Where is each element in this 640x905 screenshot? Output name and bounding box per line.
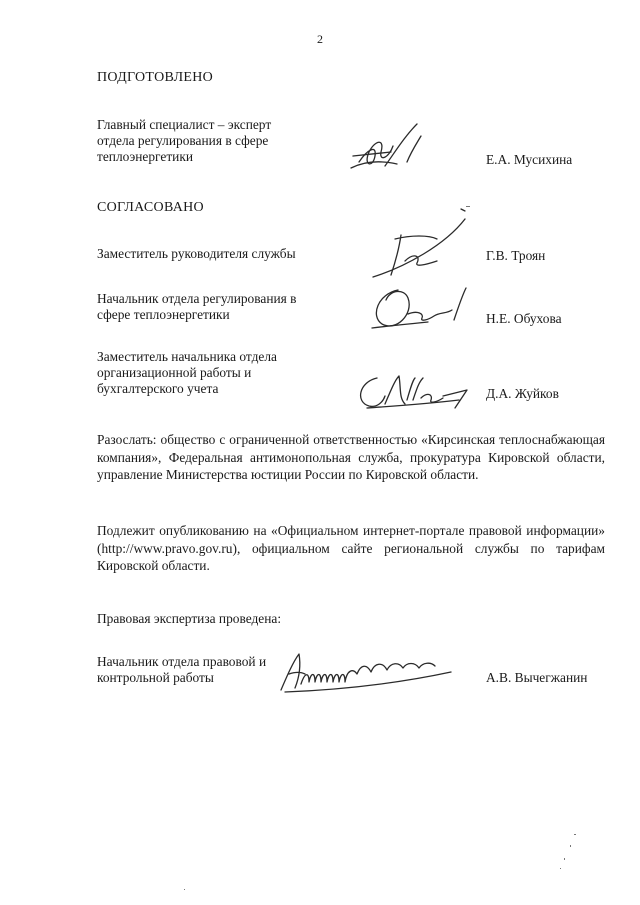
signatory-position: Заместитель руководителя службы — [97, 246, 296, 261]
agreed-heading: СОГЛАСОВАНО — [97, 200, 204, 215]
legal-review-name: А.В. Вычегжанин — [486, 670, 588, 685]
prepared-heading: ПОДГОТОВЛЕНО — [97, 70, 214, 85]
prepared-name: Е.А. Мусихина — [486, 152, 573, 167]
legal-review-position: Начальник отдела правовой и контрольной работы — [97, 654, 267, 685]
publication-note: Подлежит опубликованию на «Официальном интернет-портале правовой информации» (http://www.pravo.gov.ru), официальном сайте региональной службы по тарифам Кировской области. — [97, 523, 605, 573]
prepared-position: Главный специалист – эксперт отдела регулирования в сфере теплоэнергетики — [97, 117, 272, 164]
signatory-position: Начальник отдела регулирования в сфере теплоэнергетики — [97, 291, 297, 322]
signatory-name: Н.Е. Обухова — [486, 311, 562, 326]
signatory-name: Д.А. Жуйков — [486, 386, 559, 401]
legal-review-statement: Правовая экспертиза проведена: — [97, 611, 282, 626]
page-number: 2 — [317, 32, 323, 46]
distribution-list: Разослать: общество с ограниченной ответственностью «Кирсинская теплоснабжающая компания», Федеральная антимонопольная служба, прокуратура Кировской области, управление Министерства юстиции России по Кировской области. — [97, 432, 605, 482]
signatory-name: Г.В. Троян — [486, 248, 546, 263]
signatory-position: Заместитель начальника отдела организационной работы и бухгалтерского учета — [97, 349, 277, 396]
